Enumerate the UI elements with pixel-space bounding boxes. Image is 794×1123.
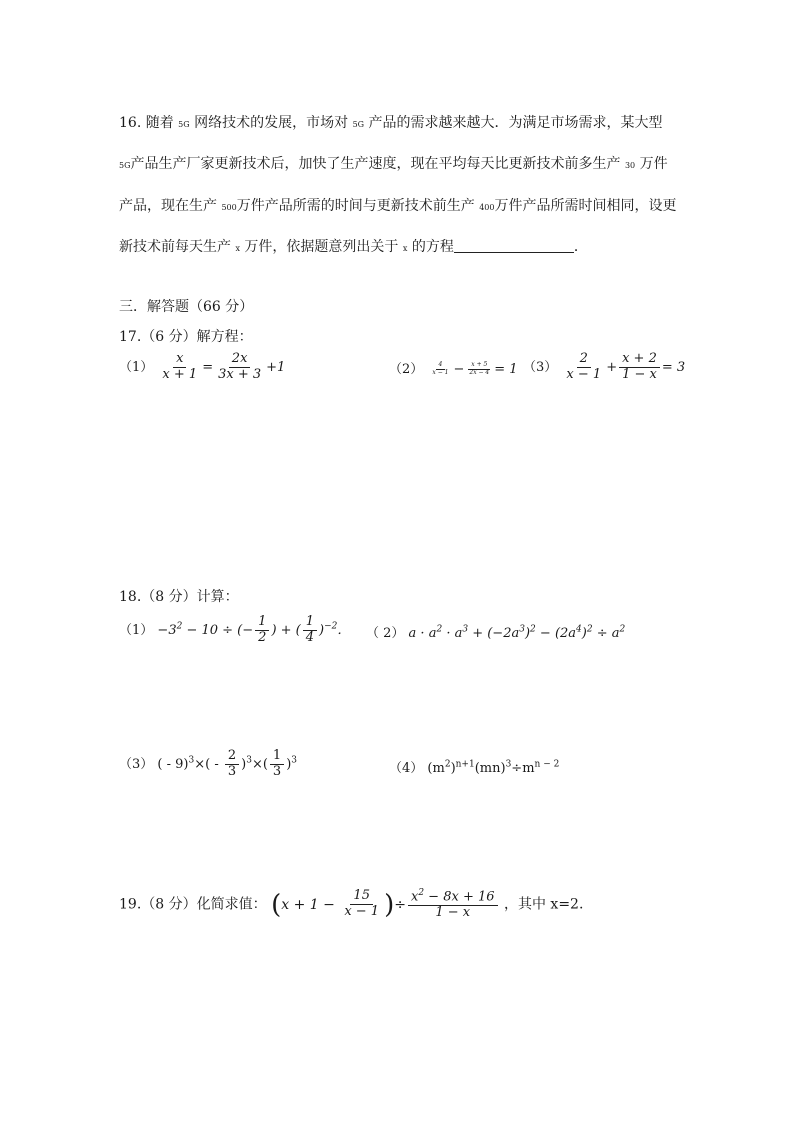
q18-problem-4: （4） $(m^2)^{n+1}(mn)^3\div m^{n - 2}$ [389, 759, 560, 776]
q17-problem-2: （2） $\frac{4}{x - 1}$ − $\frac{x + 5}{2x - 4}$ = 1 [389, 361, 518, 377]
q16-line-2: 5G产品生产厂家更新技术后，加快了生产速度，现在平均每天比更新技术前多生产 30 万件 [119, 156, 668, 172]
q18-title: 18.（8 分）计算： [119, 589, 239, 605]
left-paren: ( [271, 889, 282, 920]
q18-problem-1: $(1) -3^2 - 10$ ÷ (− $\frac{1}{2}$ ) + ( $\frac{1}{4}$ )$^{-2}$． [119, 614, 351, 645]
q16-line-3: 产品，现在生产 500万件产品所需的时间与更新技术前生产 400万件产品所需时间相同，设更 [119, 198, 677, 214]
q18-problem-2: （ 2） $a \cdot a^2 \cdot a^3 + (-2a^3)^2 - (2a^4)^2 \div a^2$ [366, 624, 626, 641]
fraction: $\frac{2x}{3x + 3}$ [218, 351, 262, 382]
fraction: $\frac{x + 2}{1 - x}$ [619, 352, 660, 383]
fraction: $\frac{2}{x - 1}$ [566, 351, 602, 382]
answer-blank[interactable] [454, 238, 574, 253]
q19: 19.（8 分）化简求值： (x + 1 − $\frac{15}{x - 1}$ )÷ $\frac{x^2 - 8x + 16}{1 - x}$ ，其中 x=2. [119, 888, 584, 921]
q16-line-4: 新技术前每天生产 x 万件，依据题意列出关于 x 的方程 ． [119, 239, 588, 255]
q18-problem-3: （3） ( - 9)$^3$×( - $\frac{2}{3}$ )$^3$×( $\frac{1}{3}$ )$^3$ [119, 748, 298, 779]
q19-title: 19.（8 分）化简求值： [119, 896, 267, 913]
q17-title: 17.（6 分）解方程： [119, 329, 253, 345]
section-heading: 三．解答题（66 分） [119, 299, 254, 315]
fraction: $\frac{2}{3}$ [225, 749, 239, 780]
fraction: $\frac{1}{2}$ [255, 615, 269, 646]
q16-line-1: 16. 随着 5G 网络技术的发展，市场对 5G 产品的需求越来越大．为满足市场需求，某大型 [119, 115, 663, 131]
fraction: $\frac{x + 5}{2x - 4}$ [469, 361, 490, 376]
fraction: $\frac{1}{4}$ [303, 615, 317, 646]
fraction: $\frac{x}{x + 1}$ [162, 351, 198, 382]
fraction: $\frac{1}{3}$ [270, 749, 284, 780]
fraction: $\frac{x^2 - 8x + 16}{1 - x}$ [408, 888, 498, 921]
right-paren: ) [384, 889, 395, 920]
q17-problem-1: （1） $\frac{x}{x + 1}$ = $\frac{2x}{3x + 3}$ +1 [119, 351, 286, 382]
fraction: $\frac{15}{x - 1}$ [344, 888, 380, 920]
q17-problem-3: （3） $\frac{2}{x - 1}$ + $\frac{x + 2}{1 - x}$ = 3 [523, 351, 686, 382]
fraction: $\frac{4}{x - 1}$ [432, 361, 449, 376]
